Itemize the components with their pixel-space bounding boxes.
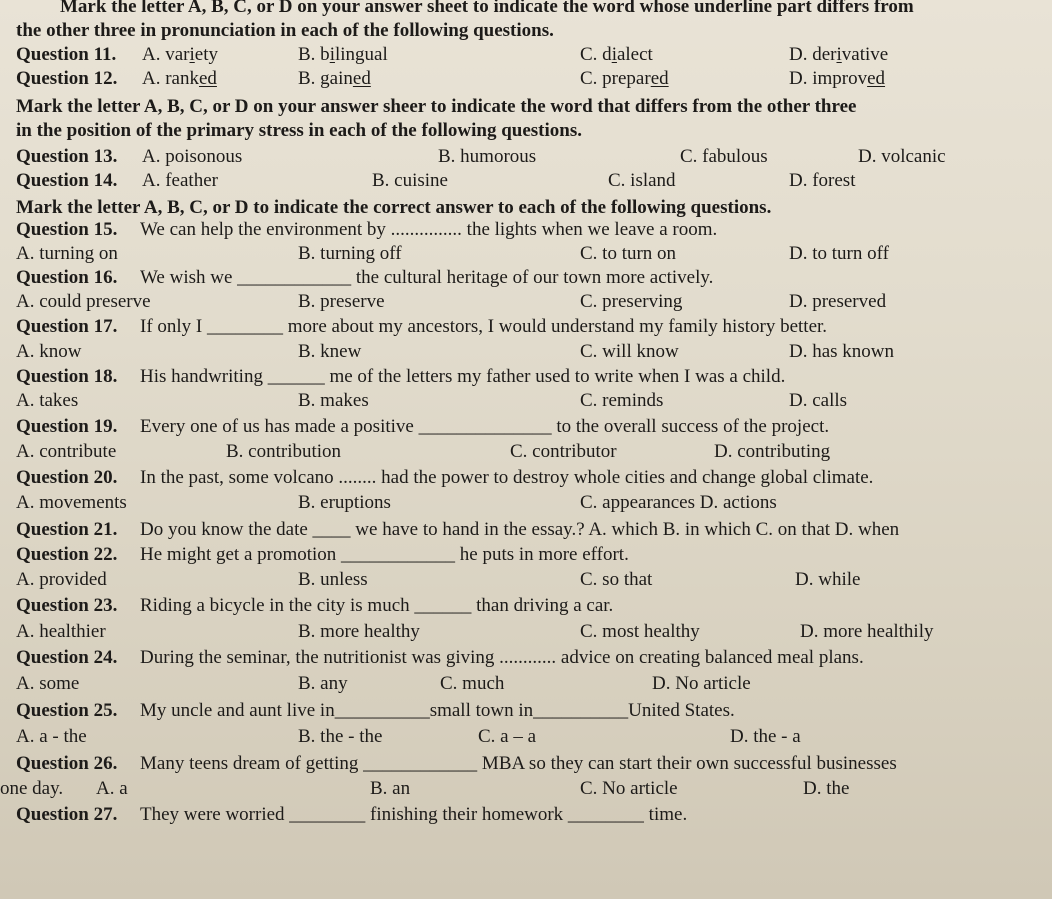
question-stem: Every one of us has made a positive ______________ to the overall success of the project. bbox=[140, 416, 830, 437]
question-16-options bbox=[0, 291, 1052, 317]
option-d: D. has known bbox=[789, 341, 895, 362]
option-c: C. so that bbox=[580, 569, 653, 590]
stem-continuation: one day. bbox=[0, 778, 64, 799]
option-d: D. derivative bbox=[789, 44, 889, 65]
option-b: B. more healthy bbox=[298, 621, 420, 642]
question-label: Question 26. bbox=[16, 753, 118, 774]
question-22-options bbox=[0, 569, 1052, 595]
question-24-stem bbox=[0, 647, 1052, 673]
option-a: A. provided bbox=[16, 569, 107, 590]
question-12 bbox=[0, 68, 1052, 94]
question-label: Question 17. bbox=[16, 316, 118, 337]
option-c: C. No article bbox=[580, 778, 678, 799]
option-d: D. preserved bbox=[789, 291, 887, 312]
question-17-stem bbox=[0, 316, 1052, 342]
question-13 bbox=[0, 146, 1052, 172]
option-a: A. healthier bbox=[16, 621, 106, 642]
option-a: A. some bbox=[16, 673, 80, 694]
instruction-stress-line2: in the position of the primary stress in each of the following questions. bbox=[16, 120, 582, 141]
question-label: Question 23. bbox=[16, 595, 118, 616]
option-a: A. know bbox=[16, 341, 82, 362]
option-b: B. makes bbox=[298, 390, 369, 411]
option-a: A. turning on bbox=[16, 243, 118, 264]
option-a: A. ranked bbox=[142, 68, 217, 89]
option-d: D. No article bbox=[652, 673, 751, 694]
option-c: C. reminds bbox=[580, 390, 664, 411]
option-c: C. contributor bbox=[510, 441, 617, 462]
question-stem: In the past, some volcano ........ had the power to destroy whole cities and change global climate. bbox=[140, 467, 874, 488]
question-19-stem bbox=[0, 416, 1052, 442]
question-label: Question 12. bbox=[16, 68, 118, 89]
question-15-options bbox=[0, 243, 1052, 269]
option-d: D. while bbox=[795, 569, 861, 590]
option-c: C. will know bbox=[580, 341, 679, 362]
question-stem: We can help the environment by ............... the lights when we leave a room. bbox=[140, 219, 718, 240]
question-14 bbox=[0, 170, 1052, 196]
option-d: D. volcanic bbox=[858, 146, 946, 167]
question-label: Question 22. bbox=[16, 544, 118, 565]
question-23-options bbox=[0, 621, 1052, 647]
question-22-stem bbox=[0, 544, 1052, 570]
question-23-stem bbox=[0, 595, 1052, 621]
question-label: Question 16. bbox=[16, 267, 118, 288]
question-stem: They were worried ________ finishing their homework ________ time. bbox=[140, 804, 688, 825]
option-c: C. most healthy bbox=[580, 621, 700, 642]
question-18-options bbox=[0, 390, 1052, 416]
option-b: B. the - the bbox=[298, 726, 383, 747]
option-c-d: C. appearances D. actions bbox=[580, 492, 777, 513]
instruction-pronunciation-line2: the other three in pronunciation in each of the following questions. bbox=[16, 20, 554, 41]
option-d: D. forest bbox=[789, 170, 856, 191]
option-b: B. unless bbox=[298, 569, 368, 590]
question-label: Question 11. bbox=[16, 44, 117, 65]
question-17-options bbox=[0, 341, 1052, 367]
option-c: C. preserving bbox=[580, 291, 683, 312]
question-stem: Do you know the date ____ we have to hand in the essay.? A. which B. in which C. on that D. when bbox=[140, 519, 900, 540]
option-b: B. contribution bbox=[226, 441, 342, 462]
question-18-stem bbox=[0, 366, 1052, 392]
option-a: A. a - the bbox=[16, 726, 87, 747]
option-b: B. an bbox=[370, 778, 411, 799]
question-label: Question 19. bbox=[16, 416, 118, 437]
option-a: A. movements bbox=[16, 492, 127, 513]
option-b: B. preserve bbox=[298, 291, 385, 312]
question-19-options bbox=[0, 441, 1052, 467]
question-20-stem bbox=[0, 467, 1052, 493]
option-b: B. humorous bbox=[438, 146, 537, 167]
option-a: A. takes bbox=[16, 390, 79, 411]
option-a: A. could preserve bbox=[16, 291, 151, 312]
option-b: B. any bbox=[298, 673, 348, 694]
option-d: D. contributing bbox=[714, 441, 831, 462]
option-d: D. calls bbox=[789, 390, 848, 411]
question-stem: Riding a bicycle in the city is much ______ than driving a car. bbox=[140, 595, 614, 616]
option-d: D. improved bbox=[789, 68, 886, 89]
question-stem: During the seminar, the nutritionist was giving ............ advice on creating balanced meal plans. bbox=[140, 647, 864, 668]
option-c: C. a – a bbox=[478, 726, 537, 747]
question-label: Question 24. bbox=[16, 647, 118, 668]
question-label: Question 21. bbox=[16, 519, 118, 540]
option-d: D. the bbox=[803, 778, 850, 799]
question-label: Question 27. bbox=[16, 804, 118, 825]
instruction-stress-line1: Mark the letter A, B, C, or D on your answer sheer to indicate the word that differs from the other three bbox=[16, 96, 857, 117]
question-label: Question 15. bbox=[16, 219, 118, 240]
question-20-options bbox=[0, 492, 1052, 518]
option-b: B. eruptions bbox=[298, 492, 391, 513]
question-label: Question 13. bbox=[16, 146, 118, 167]
question-24-options bbox=[0, 673, 1052, 699]
option-b: B. bilingual bbox=[298, 44, 388, 65]
question-27-stem bbox=[0, 804, 1052, 830]
question-label: Question 18. bbox=[16, 366, 118, 387]
option-c: C. dialect bbox=[580, 44, 653, 65]
option-c: C. prepared bbox=[580, 68, 669, 89]
option-d: D. more healthily bbox=[800, 621, 934, 642]
option-a: A. feather bbox=[142, 170, 218, 191]
question-stem: His handwriting ______ me of the letters my father used to write when I was a child. bbox=[140, 366, 786, 387]
option-d: D. to turn off bbox=[789, 243, 889, 264]
option-b: B. knew bbox=[298, 341, 362, 362]
option-a: A. variety bbox=[142, 44, 218, 65]
question-21 bbox=[0, 519, 1052, 545]
option-b: B. turning off bbox=[298, 243, 402, 264]
question-25-stem bbox=[0, 700, 1052, 726]
question-label: Question 20. bbox=[16, 467, 118, 488]
question-25-options bbox=[0, 726, 1052, 752]
option-c: C. island bbox=[608, 170, 676, 191]
question-label: Question 14. bbox=[16, 170, 118, 191]
question-26-options bbox=[0, 778, 1052, 804]
question-stem: My uncle and aunt live in__________small town in__________United States. bbox=[140, 700, 735, 721]
question-16-stem bbox=[0, 267, 1052, 293]
question-label: Question 25. bbox=[16, 700, 118, 721]
question-11 bbox=[0, 44, 1052, 70]
option-b: B. gained bbox=[298, 68, 371, 89]
instruction-pronunciation-line1: Mark the letter A, B, C, or D on your answer sheet to indicate the word whose underline part differs from bbox=[60, 0, 914, 17]
option-a: A. a bbox=[96, 778, 128, 799]
question-stem: We wish we ____________ the cultural heritage of our town more actively. bbox=[140, 267, 714, 288]
instruction-correct-answer: Mark the letter A, B, C, or D to indicate the correct answer to each of the following questions. bbox=[16, 197, 772, 218]
option-c: C. fabulous bbox=[680, 146, 768, 167]
question-stem: Many teens dream of getting ____________ MBA so they can start their own successful businesses bbox=[140, 753, 897, 774]
option-b: B. cuisine bbox=[372, 170, 448, 191]
option-d: D. the - a bbox=[730, 726, 801, 747]
question-26-stem bbox=[0, 753, 1052, 779]
question-stem: If only I ________ more about my ancestors, I would understand my family history better. bbox=[140, 316, 828, 337]
question-stem: He might get a promotion ____________ he puts in more effort. bbox=[140, 544, 629, 565]
option-c: C. much bbox=[440, 673, 505, 694]
option-c: C. to turn on bbox=[580, 243, 677, 264]
option-a: A. poisonous bbox=[142, 146, 243, 167]
option-a: A. contribute bbox=[16, 441, 117, 462]
question-15-stem bbox=[0, 219, 1052, 245]
